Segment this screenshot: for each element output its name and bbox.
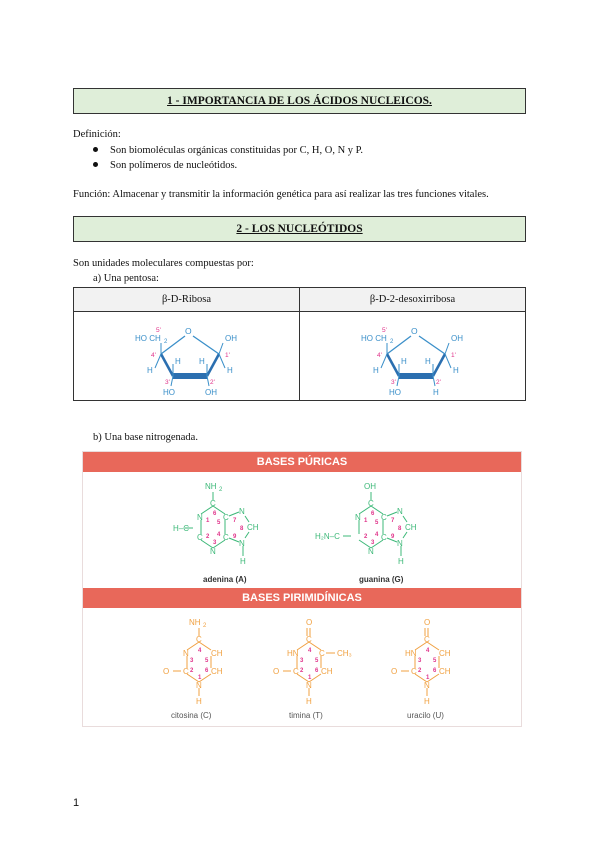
adenine-ch8: CH — [247, 523, 259, 532]
adenine-num-5: 5 — [217, 520, 221, 526]
uracil-h: H — [424, 697, 430, 706]
adenine-nh2-sub: 2 — [219, 487, 223, 493]
ribose-oh-bottom-left: HO — [162, 388, 175, 396]
cytosine-num-5: 5 — [205, 658, 209, 664]
guanine-num-9: 9 — [391, 534, 395, 540]
guanine-num-5: 5 — [375, 520, 379, 526]
definition-bullet-1 — [93, 145, 363, 156]
bullet-dot-icon — [93, 162, 98, 167]
pyrimidines-band: BASES PIRIMIDÍNICAS — [83, 588, 521, 608]
deoxy-c1-label: 1' — [450, 352, 456, 359]
guanine-name: guanina (G) — [359, 575, 404, 584]
deoxy-c4-label: 4' — [376, 352, 382, 359]
guanine-oh: OH — [364, 482, 376, 491]
uracil-num-5: 5 — [433, 658, 437, 664]
thymine-o-top: O — [306, 618, 313, 627]
section-2-header — [73, 216, 526, 242]
adenine-n1: N — [197, 513, 203, 522]
adenine-structure — [173, 476, 283, 586]
cytosine-n3: N — [183, 649, 189, 658]
thymine-num-6: 6 — [315, 668, 319, 674]
deoxy-h-mid1: H — [400, 357, 407, 366]
deoxy-oh-bottom-left: HO — [388, 388, 401, 396]
adenine-n7: N — [239, 507, 245, 516]
item-b-text: b) Una base nitrogenada. — [93, 432, 198, 443]
thymine-n1: N — [306, 681, 312, 690]
uracil-hn3: HN — [405, 649, 417, 658]
thymine-num-3: 3 — [300, 658, 304, 664]
uracil-num-4: 4 — [426, 648, 430, 654]
cytosine-nh2-sub: 2 — [203, 623, 207, 629]
ribose-h-mid2: H — [198, 357, 205, 366]
thymine-c2: C — [293, 667, 299, 676]
guanine-structure — [311, 476, 431, 586]
guanine-num-6: 6 — [371, 511, 375, 517]
adenine-c5: C — [223, 513, 229, 522]
ribose-structure — [127, 316, 247, 396]
guanine-ch8: CH — [405, 523, 417, 532]
cytosine-num-4: 4 — [198, 648, 202, 654]
guanine-c6: C — [368, 499, 374, 508]
adenine-n3: N — [210, 547, 216, 556]
ribose-h-right: H — [226, 366, 233, 375]
uracil-num-3: 3 — [418, 658, 422, 664]
thymine-c6h: CH — [321, 667, 333, 676]
deoxyribose-header: β-D-2-desoxirribosa — [300, 288, 526, 312]
thymine-num-2: 2 — [300, 668, 304, 674]
adenine-num-2: 2 — [206, 534, 210, 540]
uracil-c5h: CH — [439, 649, 451, 658]
section-1-title: 1 - IMPORTANCIA DE LOS ÁCIDOS NUCLEICOS. — [167, 95, 432, 107]
thymine-h: H — [306, 697, 312, 706]
uracil-o: O — [391, 667, 398, 676]
thymine-name: timina (T) — [289, 711, 323, 720]
uracil-c6h: CH — [439, 667, 451, 676]
deoxy-o: O — [410, 326, 418, 336]
ribose-h-mid1: H — [174, 357, 181, 366]
cytosine-o: O — [163, 667, 170, 676]
bullet-text: Son biomoléculas orgánicas constituidas por C, H, O, N y P. — [110, 145, 363, 156]
deoxyribose-cell — [300, 312, 526, 401]
cytosine-num-1: 1 — [198, 675, 202, 681]
section-1-header — [73, 88, 526, 114]
ribose-oh-bottom-right: OH — [204, 388, 217, 396]
deoxyribose-structure — [353, 316, 473, 396]
cytosine-structure — [153, 612, 253, 722]
cytosine-num-2: 2 — [190, 668, 194, 674]
guanine-h2n: H₂N–C — [315, 532, 340, 541]
adenine-h-bottom: H — [240, 557, 246, 566]
thymine-num-5: 5 — [315, 658, 319, 664]
cytosine-c5h: CH — [211, 649, 223, 658]
ribose-header: β-D-Ribosa — [74, 288, 300, 312]
deoxy-sub2: 2 — [389, 339, 393, 345]
adenine-num-3: 3 — [213, 540, 217, 546]
adenine-nh2: NH — [205, 482, 217, 491]
ribose-h-left: H — [146, 366, 153, 375]
uracil-name: uracilo (U) — [407, 711, 444, 720]
ribose-o: O — [184, 326, 192, 336]
adenine-num-7: 7 — [233, 518, 237, 524]
thymine-ch3: CH₃ — [337, 649, 352, 658]
guanine-n9: N — [397, 539, 403, 548]
uracil-c4: C — [424, 635, 430, 644]
thymine-c5: C — [319, 649, 325, 658]
cytosine-h: H — [196, 697, 202, 706]
uracil-n1: N — [424, 681, 430, 690]
adenine-num-4: 4 — [217, 532, 221, 538]
adenine-c4: C — [223, 533, 229, 542]
adenine-num-9: 9 — [233, 534, 237, 540]
ribose-hoch2: HO CH — [134, 334, 161, 343]
deoxy-oh-right: OH — [450, 334, 463, 343]
adenine-h-left: H–C — [173, 524, 190, 533]
pentose-table — [73, 287, 526, 401]
adenine-name: adenina (A) — [203, 575, 247, 584]
guanine-num-8: 8 — [398, 526, 402, 532]
thymine-num-1: 1 — [308, 675, 312, 681]
ribose-c3-label: 3' — [164, 379, 170, 386]
nitrogenous-bases-figure — [82, 451, 522, 727]
guanine-c5: C — [381, 513, 387, 522]
purines-band: BASES PÚRICAS — [83, 452, 521, 472]
item-a-text: a) Una pentosa: — [93, 273, 159, 284]
guanine-c4: C — [381, 533, 387, 542]
definition-label: Definición: — [73, 129, 121, 140]
deoxy-h-left: H — [372, 366, 379, 375]
uracil-o-top: O — [424, 618, 431, 627]
thymine-o: O — [273, 667, 280, 676]
cytosine-num-6: 6 — [205, 668, 209, 674]
guanine-num-2: 2 — [364, 534, 368, 540]
ribose-c2-label: 2' — [209, 379, 215, 386]
guanine-num-3: 3 — [371, 540, 375, 546]
page-number: 1 — [73, 797, 80, 809]
adenine-n9: N — [239, 539, 245, 548]
deoxy-c2-label: 2' — [435, 379, 441, 386]
guanine-h-bottom: H — [398, 557, 404, 566]
thymine-c4: C — [306, 635, 312, 644]
bullet-dot-icon — [93, 147, 98, 152]
cytosine-nh2: NH — [189, 618, 201, 627]
guanine-n3: N — [368, 547, 374, 556]
deoxy-c5-label: 5' — [381, 327, 387, 334]
deoxy-h-right: H — [452, 366, 459, 375]
section-2-title: 2 - LOS NUCLEÓTIDOS — [236, 223, 363, 235]
adenine-c6: C — [210, 499, 216, 508]
adenine-num-8: 8 — [240, 526, 244, 532]
adenine-num-1: 1 — [206, 518, 210, 524]
ribose-c5-label: 5' — [155, 327, 161, 334]
deoxy-h-bottom-right: H — [432, 388, 439, 396]
ribose-oh-right: OH — [224, 334, 237, 343]
uracil-c2: C — [411, 667, 417, 676]
guanine-num-7: 7 — [391, 518, 395, 524]
cytosine-n1: N — [196, 681, 202, 690]
ribose-sub2: 2 — [163, 339, 167, 345]
guanine-num-1: 1 — [364, 518, 368, 524]
cytosine-c4: C — [196, 635, 202, 644]
adenine-c2: C — [197, 533, 203, 542]
ribose-c4-label: 4' — [150, 352, 156, 359]
guanine-n1: N — [355, 513, 361, 522]
intro-text: Son unidades moleculares compuestas por: — [73, 258, 254, 269]
uracil-num-2: 2 — [418, 668, 422, 674]
deoxy-hoch2: HO CH — [360, 334, 387, 343]
cytosine-num-3: 3 — [190, 658, 194, 664]
function-text: Función: Almacenar y transmitir la información genética para así realizar las tres funciones vitales. — [73, 189, 489, 200]
bullet-text: Son polímeros de nucleótidos. — [110, 160, 238, 171]
deoxy-h-mid2: H — [424, 357, 431, 366]
uracil-num-1: 1 — [426, 675, 430, 681]
guanine-n7: N — [397, 507, 403, 516]
ribose-c1-label: 1' — [224, 352, 230, 359]
guanine-num-4: 4 — [375, 532, 379, 538]
cytosine-c6h: CH — [211, 667, 223, 676]
deoxy-c3-label: 3' — [390, 379, 396, 386]
thymine-hn3: HN — [287, 649, 299, 658]
uracil-structure — [381, 612, 481, 722]
thymine-num-4: 4 — [308, 648, 312, 654]
uracil-num-6: 6 — [433, 668, 437, 674]
definition-bullet-2 — [93, 160, 237, 171]
cytosine-name: citosina (C) — [171, 711, 212, 720]
cytosine-c2: C — [183, 667, 189, 676]
ribose-cell — [74, 312, 300, 401]
thymine-structure — [263, 612, 373, 722]
adenine-num-6: 6 — [213, 511, 217, 517]
